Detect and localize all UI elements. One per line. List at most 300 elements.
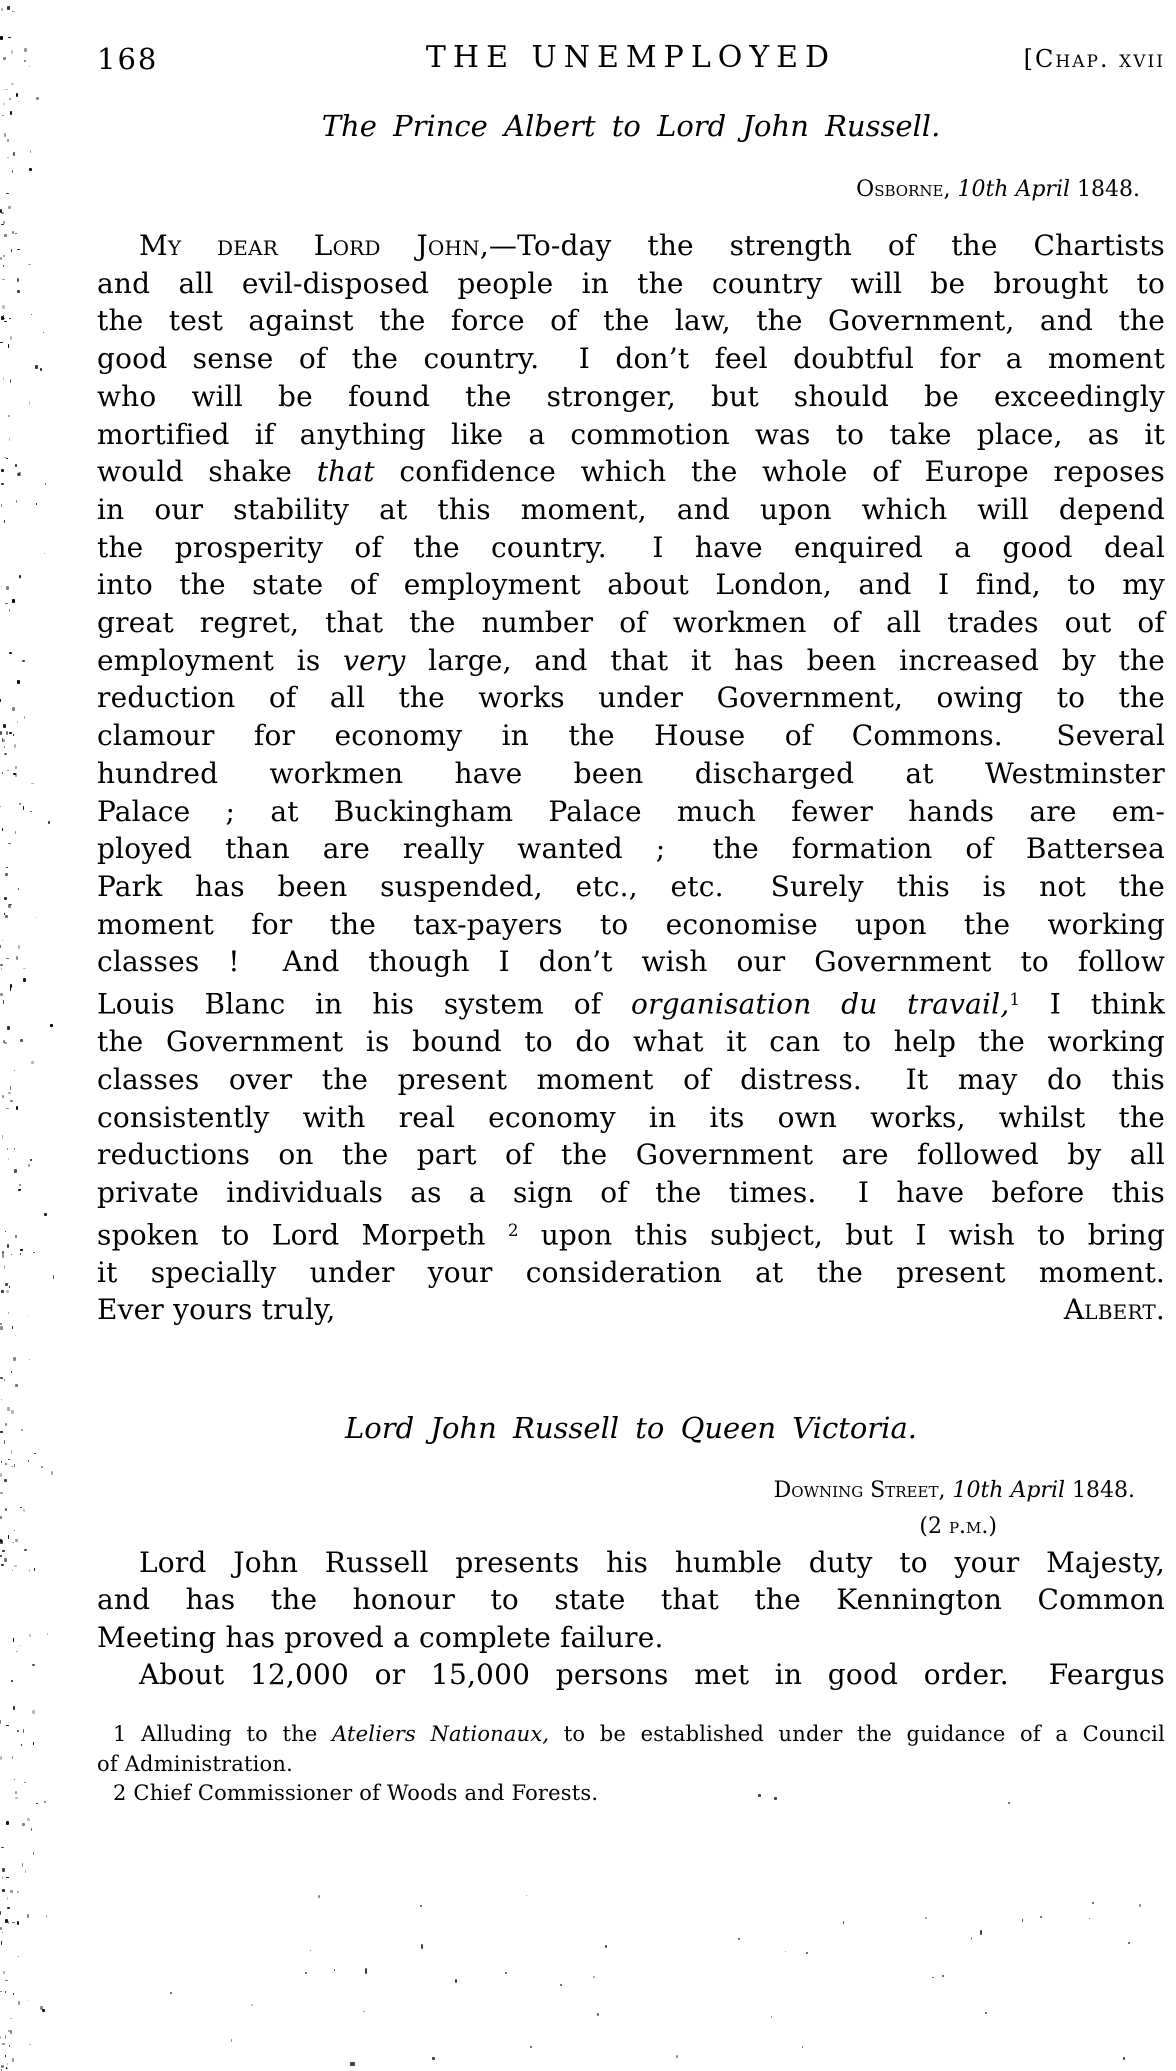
noise-speck (23, 978, 26, 982)
noise-speck (0, 964, 3, 966)
noise-speck (18, 888, 19, 890)
noise-speck (421, 1944, 423, 1949)
noise-speck (10, 1890, 13, 1893)
text-line: into the state of employment about London, and I find, to my (97, 568, 1165, 602)
noise-speck (23, 1509, 25, 1512)
letter1-heading: The Prince Albert to Lord John Russell. (321, 109, 941, 143)
noise-speck (5, 89, 8, 90)
noise-speck (5, 1919, 8, 1923)
noise-speck (8, 1092, 11, 1094)
text-line: About 12,000 or 15,000 persons met in good order. Feargus (139, 1658, 1165, 1692)
noise-speck (7, 6, 10, 10)
noise-speck (40, 2006, 43, 2010)
noise-speck (12, 170, 13, 173)
noise-speck (51, 1471, 53, 1475)
noise-speck (2, 1135, 3, 1139)
noise-speck (29, 66, 30, 67)
noise-speck (19, 1184, 21, 1186)
noise-speck (980, 1930, 982, 1935)
noise-speck (2, 1254, 4, 1258)
noise-speck (22, 1823, 25, 1826)
noise-speck (9, 438, 10, 441)
noise-speck (15, 766, 17, 769)
noise-speck (5, 1508, 7, 1511)
text-line: mortified if anything like a commotion was to take place, as it (97, 417, 1165, 451)
noise-speck (7, 157, 9, 158)
noise-speck (8, 344, 9, 348)
noise-speck (318, 1895, 320, 1898)
text-line: private individuals as a sign of the times. I have before this (97, 1175, 1165, 1209)
noise-speck (0, 1377, 3, 1379)
noise-speck (18, 945, 20, 949)
noise-speck (14, 1565, 17, 1567)
letter1-body (97, 227, 1165, 1329)
noise-speck (530, 2046, 532, 2048)
noise-speck (48, 821, 50, 824)
noise-speck (22, 1863, 23, 1867)
noise-speck (33, 1852, 34, 1855)
noise-speck (806, 1952, 808, 1954)
noise-speck (1, 1941, 2, 1945)
noise-speck (40, 368, 42, 371)
noise-speck (4, 1265, 5, 1269)
noise-speck (13, 1638, 14, 1642)
noise-speck (4, 753, 7, 755)
noise-speck (1, 504, 2, 507)
letter1-place: Osborne, (856, 177, 951, 202)
noise-speck (676, 2055, 678, 2058)
noise-speck (29, 401, 30, 405)
noise-speck (53, 1275, 54, 1279)
text-line: clamour for economy in the House of Commons. Several (97, 719, 1165, 753)
noise-speck (2, 305, 5, 309)
noise-speck (5, 2055, 6, 2057)
noise-speck (1, 1461, 2, 1463)
noise-speck (12, 11, 15, 12)
noise-speck (30, 1159, 32, 1161)
noise-speck (505, 1972, 507, 1974)
noise-speck (15, 831, 16, 834)
noise-speck (9, 904, 12, 905)
noise-speck (7, 1897, 8, 1900)
noise-speck (1, 1564, 4, 1566)
noise-speck (1, 586, 2, 587)
noise-speck (3, 103, 5, 105)
noise-speck (7, 1907, 10, 1909)
noise-speck (11, 249, 12, 252)
noise-speck (18, 2001, 20, 2005)
noise-speck (15, 1384, 18, 1387)
noise-speck (29, 1634, 31, 1637)
noise-speck (8, 2030, 10, 2032)
noise-speck (738, 1938, 740, 1940)
noise-speck (4, 913, 5, 915)
noise-speck (11, 1680, 13, 1682)
noise-speck (16, 956, 18, 960)
letter2-body (97, 1544, 1165, 1694)
noise-speck (17, 680, 20, 684)
noise-speck (10, 2018, 12, 2019)
noise-speck (12, 1922, 15, 1923)
noise-speck (12, 1756, 13, 1759)
noise-speck (170, 1992, 172, 1994)
noise-speck (10, 336, 12, 340)
noise-speck (17, 473, 20, 476)
letter1-date: 10th April (957, 177, 1071, 202)
noise-speck (0, 1539, 2, 1542)
noise-speck (8, 843, 11, 844)
text-line: the prosperity of the country. I have enquired a good deal (97, 530, 1165, 564)
noise-speck (10, 987, 11, 991)
noise-speck (28, 1460, 29, 1462)
noise-speck (9, 609, 10, 612)
noise-speck (0, 699, 1, 702)
noise-speck (4, 1440, 5, 1444)
text-line: Meeting has proved a complete failure. (97, 1620, 664, 1654)
text-line: moment for the tax-payers to economise upon the working (97, 907, 1165, 941)
noise-speck (11, 1450, 12, 1454)
noise-speck (25, 1870, 26, 1873)
noise-speck (0, 1540, 3, 1544)
noise-speck (1, 483, 4, 485)
noise-speck (8, 1312, 9, 1314)
noise-speck (9, 652, 12, 654)
noise-speck (14, 1070, 15, 1071)
noise-speck (1, 968, 2, 970)
text-line: reduction of all the works under Government, owing to the (97, 681, 1165, 715)
noise-speck (17, 1891, 19, 1893)
noise-speck (0, 1911, 1, 1915)
noise-speck (3, 255, 5, 257)
noise-speck (13, 1357, 16, 1361)
noise-speck (32, 1664, 35, 1666)
noise-speck (4, 897, 7, 900)
noise-speck (8, 1921, 9, 1924)
letter1-year: 1848. (1077, 177, 1140, 202)
text-line: consistently with real economy in its own works, whilst the (97, 1100, 1165, 1134)
noise-speck (14, 1464, 15, 1467)
noise-speck (23, 1729, 24, 1733)
noise-speck (5, 2035, 6, 2039)
noise-speck (5, 1991, 6, 1993)
noise-speck (19, 575, 21, 578)
noise-speck (6, 1290, 9, 1293)
noise-speck (2, 1095, 4, 1098)
noise-speck (0, 731, 2, 735)
noise-speck (31, 314, 32, 315)
noise-speck (36, 1803, 38, 1804)
letter2-place: Downing Street, (773, 1478, 946, 1503)
noise-speck (310, 1950, 311, 1951)
noise-speck (15, 1791, 17, 1794)
noise-speck (985, 2012, 987, 2014)
text-line: the Government is bound to do what it can to help the working (97, 1025, 1165, 1059)
noise-speck (15, 773, 17, 777)
noise-speck (1, 1290, 4, 1293)
noise-speck (0, 209, 2, 213)
noise-speck (23, 806, 24, 810)
noise-speck (11, 1466, 13, 1467)
text-line: good sense of the country. I don’t feel doubtful for a moment (97, 342, 1165, 376)
noise-speck (0, 1516, 2, 1519)
noise-speck (7, 1026, 10, 1030)
noise-speck (0, 1927, 2, 1930)
footnotes (97, 1720, 1165, 1809)
noise-speck (17, 278, 19, 282)
noise-speck (771, 2016, 772, 2018)
chapter-marker: [Chap. xvii (1023, 45, 1165, 73)
noise-speck (1, 8, 3, 11)
noise-speck (35, 365, 38, 369)
noise-speck (3, 1000, 4, 1004)
text-line: it specially under your consideration at the present moment. (97, 1255, 1165, 1289)
noise-speck (10, 379, 11, 383)
noise-speck (1089, 1918, 1090, 1919)
page-number: 168 (97, 42, 159, 76)
noise-speck (15, 464, 17, 467)
noise-speck (18, 472, 21, 476)
noise-speck (0, 806, 1, 807)
noise-speck (5, 1283, 8, 1286)
noise-speck (20, 1039, 23, 1042)
noise-speck (10, 111, 12, 115)
noise-speck (6, 193, 9, 194)
noise-speck (5, 873, 8, 876)
noise-speck (4, 133, 6, 137)
text-line: hundred workmen have been discharged at Westminster (97, 756, 1165, 790)
noise-speck (4, 746, 5, 748)
noise-speck (0, 36, 3, 40)
noise-speck (24, 1782, 26, 1783)
noise-speck (1092, 1902, 1094, 1904)
noise-speck (4, 1558, 7, 1562)
noise-speck (7, 1148, 8, 1150)
noise-speck (1040, 1916, 1042, 1918)
noise-speck (20, 1507, 22, 1508)
noise-speck (0, 1492, 3, 1494)
noise-speck (0, 342, 3, 343)
noise-speck (17, 721, 18, 723)
noise-speck (21, 1744, 22, 1746)
noise-speck (42, 2009, 45, 2012)
noise-speck (3, 739, 5, 742)
noise-speck (2, 2043, 5, 2045)
noise-speck (6, 1108, 9, 1109)
noise-speck (28, 264, 31, 265)
noise-speck (21, 1429, 23, 1431)
noise-speck (32, 1710, 35, 1714)
noise-speck (5, 915, 8, 918)
noise-speck (24, 1549, 27, 1551)
noise-speck (6, 1877, 9, 1878)
noise-speck (31, 783, 34, 784)
footnote-line: 2 Chief Commissioner of Woods and Forests. (113, 1781, 599, 1805)
noise-speck (29, 1569, 30, 1572)
noise-speck (8, 1459, 10, 1460)
letter2-date: 10th April (952, 1478, 1066, 1503)
noise-speck (0, 1326, 3, 1330)
noise-speck (16, 93, 18, 97)
text-line: classes ! And though I don’t wish our Government to follow (97, 945, 1165, 979)
noise-speck (24, 48, 27, 52)
noise-speck (2, 115, 4, 116)
noise-speck (9, 318, 11, 319)
noise-speck (30, 811, 32, 812)
noise-speck (29, 168, 32, 171)
noise-speck (925, 1917, 927, 1919)
text-line: spoken to Lord Morpeth $^2$ upon this subject, but I wish to bring (97, 1218, 1165, 1252)
noise-speck (36, 97, 39, 100)
noise-speck (28, 1315, 29, 1316)
noise-speck (10, 1100, 13, 1102)
text-line: and all evil-disposed people in the country will be brought to (97, 266, 1165, 300)
noise-speck (23, 968, 26, 969)
text-line: Lord John Russell presents his humble duty to your Majesty, (139, 1546, 1165, 1579)
text-line: would shake that confidence which the whole of Europe reposes (97, 455, 1166, 489)
noise-speck (1022, 1919, 1023, 1922)
noise-speck (13, 773, 16, 775)
noise-speck (455, 1979, 457, 1983)
noise-speck (2, 772, 3, 774)
noise-speck (28, 2000, 29, 2001)
noise-speck (593, 1976, 595, 1978)
noise-speck (2, 1550, 5, 1552)
noise-speck (3, 1971, 5, 1974)
noise-speck (1, 1399, 2, 1400)
noise-speck (19, 803, 21, 805)
noise-speck (10, 1086, 11, 1090)
noise-speck (8, 415, 10, 417)
noise-speck (14, 1530, 15, 1531)
noise-speck (47, 1633, 48, 1635)
noise-speck (1, 2066, 4, 2067)
noise-speck (0, 945, 1, 948)
noise-speck (2, 1876, 3, 1879)
noise-speck (11, 50, 13, 54)
text-line: the test against the force of the law, the Government, and the (97, 304, 1165, 338)
noise-speck (420, 1905, 422, 1907)
text-line: and has the honour to state that the Kennington Common (97, 1583, 1165, 1617)
noise-speck (12, 2058, 14, 2062)
footnote-ref-2: 2 (507, 1219, 519, 1240)
text-line: Palace ; at Buckingham Palace much fewer hands are em- (97, 794, 1165, 828)
noise-speck (0, 2036, 1, 2039)
signature: Albert. (1063, 1293, 1165, 1327)
noise-speck (6, 867, 8, 868)
noise-speck (597, 2013, 599, 2016)
noise-speck (231, 2039, 232, 2042)
text-line: My dear Lord John,—To-day the strength of the Chartists (139, 229, 1165, 262)
noise-speck (0, 1323, 2, 1325)
noise-speck (10, 2030, 12, 2034)
noise-speck (36, 503, 37, 505)
text-line: in our stability at this moment, and upon which will depend (97, 492, 1165, 526)
noise-speck (0, 1555, 2, 1557)
noise-speck (15, 1539, 18, 1542)
noise-speck (0, 257, 2, 260)
noise-speck (5, 1423, 7, 1426)
noise-speck (20, 1249, 23, 1251)
noise-speck (17, 249, 20, 250)
noise-speck (3, 1040, 5, 1043)
noise-speck (28, 1164, 30, 1167)
noise-speck (27, 1914, 29, 1918)
noise-speck (11, 83, 14, 85)
footnote-ref-1: 1 (1009, 989, 1021, 1010)
noise-speck (11, 1410, 14, 1414)
noise-speck (12, 231, 14, 234)
noise-speck (17, 290, 20, 293)
noise-speck (24, 60, 26, 62)
noise-speck (4, 1479, 7, 1482)
noise-speck (0, 1473, 2, 1477)
noise-speck (1, 224, 4, 225)
noise-speck (2, 1251, 4, 1254)
noise-speck (50, 1024, 53, 1027)
noise-speck (9, 732, 12, 734)
noise-speck (5, 1463, 7, 1465)
letter1-dateline (97, 177, 1140, 202)
noise-speck (15, 1797, 18, 1799)
noise-speck (4, 1042, 7, 1044)
noise-speck (7, 2063, 8, 2065)
noise-speck (785, 1951, 786, 1952)
noise-speck (14, 1148, 15, 1150)
closing: Ever yours truly, (97, 1293, 336, 1327)
noise-speck (6, 958, 9, 959)
noise-speck (6, 458, 8, 459)
noise-speck (14, 744, 16, 748)
noise-speck (2, 738, 3, 742)
noise-speck (4, 1379, 5, 1381)
noise-speck (2, 1932, 3, 1933)
noise-speck (4, 457, 6, 458)
noise-speck (6, 1821, 9, 1825)
noise-speck (12, 1542, 14, 1543)
noise-speck (6, 2068, 8, 2069)
noise-speck (363, 2011, 365, 2012)
noise-speck (1139, 1904, 1141, 1907)
letter2-year: 1848. (1072, 1478, 1135, 1503)
noise-speck (1123, 2057, 1125, 2060)
noise-speck (942, 1975, 944, 1977)
noise-speck (17, 1730, 19, 1732)
noise-speck (12, 707, 15, 711)
letter2-date-row (97, 1473, 1135, 1509)
noise-speck (34, 1568, 35, 1571)
noise-speck (2, 828, 3, 831)
noise-speck (3, 315, 4, 316)
noise-speck (14, 1169, 17, 1173)
noise-speck (350, 2062, 355, 2066)
noise-speck (5, 603, 8, 604)
noise-speck (18, 101, 19, 102)
noise-speck (15, 1235, 17, 1238)
noise-speck (29, 2044, 31, 2045)
noise-speck (34, 1453, 36, 1454)
noise-speck (7, 1408, 10, 1411)
noise-speck (4, 520, 5, 523)
noise-speck (5, 1231, 6, 1232)
noise-speck (1, 212, 4, 214)
noise-speck (6, 731, 8, 735)
noise-speck (17, 1921, 19, 1925)
noise-speck (20, 1253, 21, 1255)
text-line: employment is very large, and that it has been increased by the (97, 643, 1166, 677)
letter2-dateline (97, 1473, 1135, 1545)
noise-speck (8, 1535, 9, 1539)
noise-speck (46, 1915, 47, 1918)
